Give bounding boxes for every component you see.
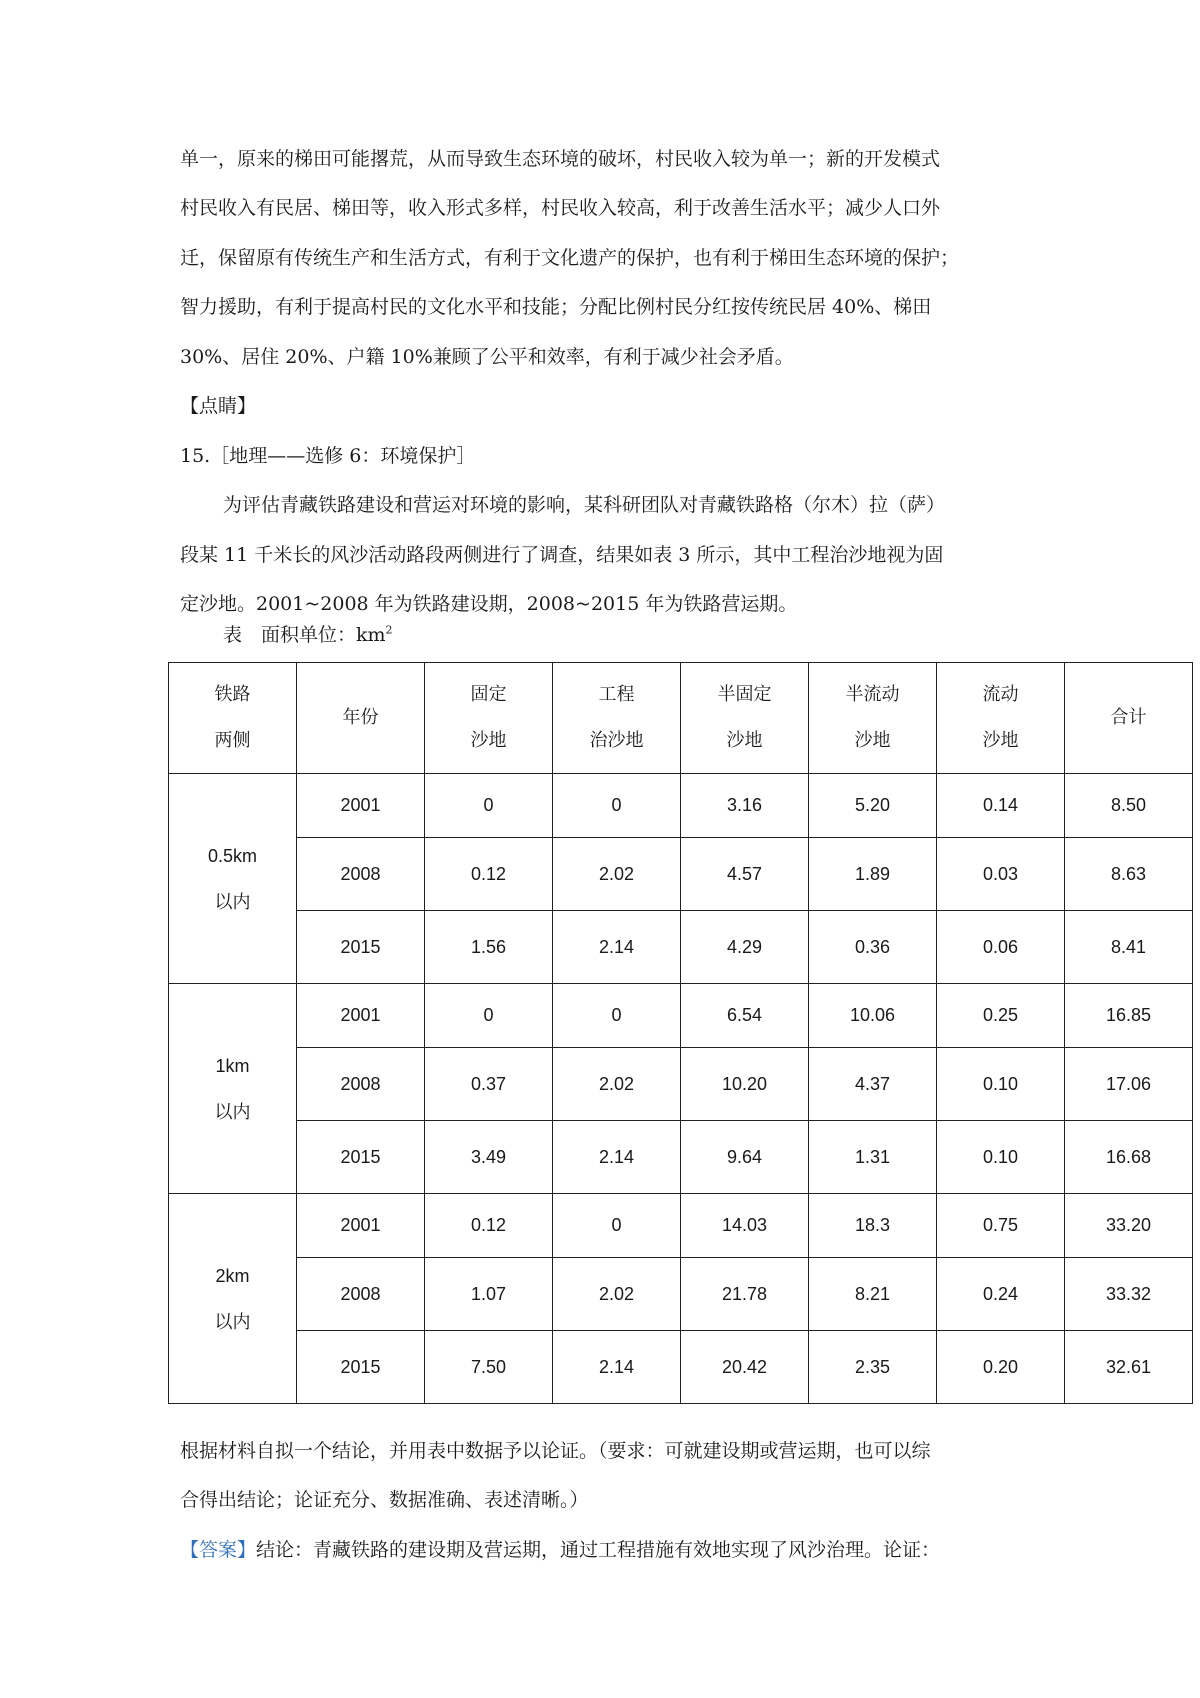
table-cell: 1.31: [809, 1121, 937, 1194]
table-cell: 0.10: [937, 1121, 1065, 1194]
table-cell: 0.12: [425, 1194, 553, 1258]
table-cell: 1.89: [809, 838, 937, 911]
table-cell: 2008: [297, 1048, 425, 1121]
question-line-1: 为评估青藏铁路建设和营运对环境的影响，某科研团队对青藏铁路格（尔木）拉（萨）: [223, 494, 946, 516]
table-cell: 6.54: [681, 984, 809, 1048]
table-cell: 0.75: [937, 1194, 1065, 1258]
table-cell: 4.37: [809, 1048, 937, 1121]
header-semi-mobile-sand: 半流动 沙地: [809, 663, 937, 774]
table-caption-sup: 2: [385, 623, 393, 637]
table-row: [169, 1194, 1193, 1258]
table-cell: 8.50: [1065, 774, 1193, 838]
table-cell: 0.03: [937, 838, 1065, 911]
table-cell: 2008: [297, 838, 425, 911]
table-cell: 2.02: [553, 1258, 681, 1331]
table-cell: 8.41: [1065, 911, 1193, 984]
answer-line: [180, 1535, 940, 1562]
table-cell: 16.85: [1065, 984, 1193, 1048]
table-cell: 2.14: [553, 911, 681, 984]
table-cell: 0: [425, 774, 553, 838]
table-cell: 5.20: [809, 774, 937, 838]
table-cell: 2.35: [809, 1331, 937, 1404]
table-cell: 2.14: [553, 1121, 681, 1194]
table-cell: 3.16: [681, 774, 809, 838]
table-cell: 0.06: [937, 911, 1065, 984]
table-cell: 4.29: [681, 911, 809, 984]
table-cell: 2001: [297, 1194, 425, 1258]
table-cell: 2.14: [553, 1331, 681, 1404]
group-label-1km: 1km 以内: [169, 984, 297, 1194]
table-row: [169, 911, 1193, 984]
intro-line-2: 村民收入有民居、梯田等，收入形式多样，村民收入较高，利于改善生活水平；减少人口外: [180, 197, 941, 219]
table-caption-text: 表 面积单位：km: [223, 624, 386, 646]
intro-line-5: 30%、居住 20%、户籍 10%兼顾了公平和效率，有利于减少社会矛盾。: [180, 346, 794, 368]
table-row: [169, 1258, 1193, 1331]
header-total: 合计: [1065, 663, 1193, 774]
table-cell: 1.07: [425, 1258, 553, 1331]
after-line-1: 根据材料自拟一个结论，并用表中数据予以论证。（要求：可就建设期或营运期，也可以综: [180, 1440, 931, 1462]
table-cell: 0.14: [937, 774, 1065, 838]
header-semi-fixed-sand: 半固定 沙地: [681, 663, 809, 774]
dianjing-heading: 【点睛】: [180, 395, 257, 417]
table-cell: 10.06: [809, 984, 937, 1048]
table-row: [169, 1048, 1193, 1121]
table-cell: 33.20: [1065, 1194, 1193, 1258]
group-label-0.5km: 0.5km 以内: [169, 774, 297, 984]
table-row: [169, 1331, 1193, 1404]
table-cell: 1.56: [425, 911, 553, 984]
table-header-row: [169, 663, 1193, 774]
table-cell: 14.03: [681, 1194, 809, 1258]
table-cell: 0.10: [937, 1048, 1065, 1121]
answer-label: 【答案】: [180, 1539, 257, 1561]
table-cell: 3.49: [425, 1121, 553, 1194]
table-row: [169, 1121, 1193, 1194]
table-cell: 10.20: [681, 1048, 809, 1121]
header-engineered-sand: 工程 治沙地: [553, 663, 681, 774]
table-cell: 0.36: [809, 911, 937, 984]
table-cell: 2001: [297, 774, 425, 838]
table-row: [169, 984, 1193, 1048]
table-cell: 4.57: [681, 838, 809, 911]
table-cell: 0.24: [937, 1258, 1065, 1331]
table-cell: 2015: [297, 911, 425, 984]
answer-text: 结论：青藏铁路的建设期及营运期，通过工程措施有效地实现了风沙治理。论证：: [256, 1539, 941, 1561]
table-cell: 7.50: [425, 1331, 553, 1404]
table-cell: 20.42: [681, 1331, 809, 1404]
table-cell: 18.3: [809, 1194, 937, 1258]
table-cell: 0: [553, 984, 681, 1048]
table-caption: [223, 620, 393, 647]
table-cell: 0.12: [425, 838, 553, 911]
intro-line-3: 迁，保留原有传统生产和生活方式，有利于文化遗产的保护，也有利于梯田生态环境的保护；: [180, 247, 960, 269]
table-cell: 32.61: [1065, 1331, 1193, 1404]
group-label-2km: 2km 以内: [169, 1194, 297, 1404]
question-line-3: 定沙地。2001~2008 年为铁路建设期，2008~2015 年为铁路营运期。: [180, 593, 798, 615]
table-cell: 8.63: [1065, 838, 1193, 911]
header-mobile-sand: 流动 沙地: [937, 663, 1065, 774]
table-cell: 33.32: [1065, 1258, 1193, 1331]
question-title: 15.［地理——选修 6：环境保护］: [180, 445, 476, 467]
table-cell: 2015: [297, 1331, 425, 1404]
sand-area-table: [168, 662, 1193, 1404]
table-cell: 0.20: [937, 1331, 1065, 1404]
question-line-2: 段某 11 千米长的风沙活动路段两侧进行了调查，结果如表 3 所示，其中工程治沙地视为固: [180, 544, 944, 566]
table-row: [169, 774, 1193, 838]
table-cell: 16.68: [1065, 1121, 1193, 1194]
table-cell: 2008: [297, 1258, 425, 1331]
table-cell: 2.02: [553, 838, 681, 911]
header-side: 铁路 两侧: [169, 663, 297, 774]
after-line-2: 合得出结论；论证充分、数据准确、表述清晰。）: [180, 1489, 589, 1511]
table-cell: 0: [553, 774, 681, 838]
table-cell: 8.21: [809, 1258, 937, 1331]
intro-line-1: 单一，原来的梯田可能撂荒，从而导致生态环境的破坏，村民收入较为单一；新的开发模式: [180, 148, 941, 170]
header-fixed-sand: 固定 沙地: [425, 663, 553, 774]
table-cell: 0.25: [937, 984, 1065, 1048]
table-cell: 2015: [297, 1121, 425, 1194]
header-year: 年份: [297, 663, 425, 774]
table-row: [169, 838, 1193, 911]
table-cell: 0.37: [425, 1048, 553, 1121]
table-cell: 0: [553, 1194, 681, 1258]
table-cell: 0: [425, 984, 553, 1048]
table-cell: 17.06: [1065, 1048, 1193, 1121]
intro-line-4: 智力援助，有利于提高村民的文化水平和技能；分配比例村民分红按传统民居 40%、梯田: [180, 296, 932, 318]
table-cell: 21.78: [681, 1258, 809, 1331]
table-cell: 2.02: [553, 1048, 681, 1121]
table-cell: 9.64: [681, 1121, 809, 1194]
table-cell: 2001: [297, 984, 425, 1048]
